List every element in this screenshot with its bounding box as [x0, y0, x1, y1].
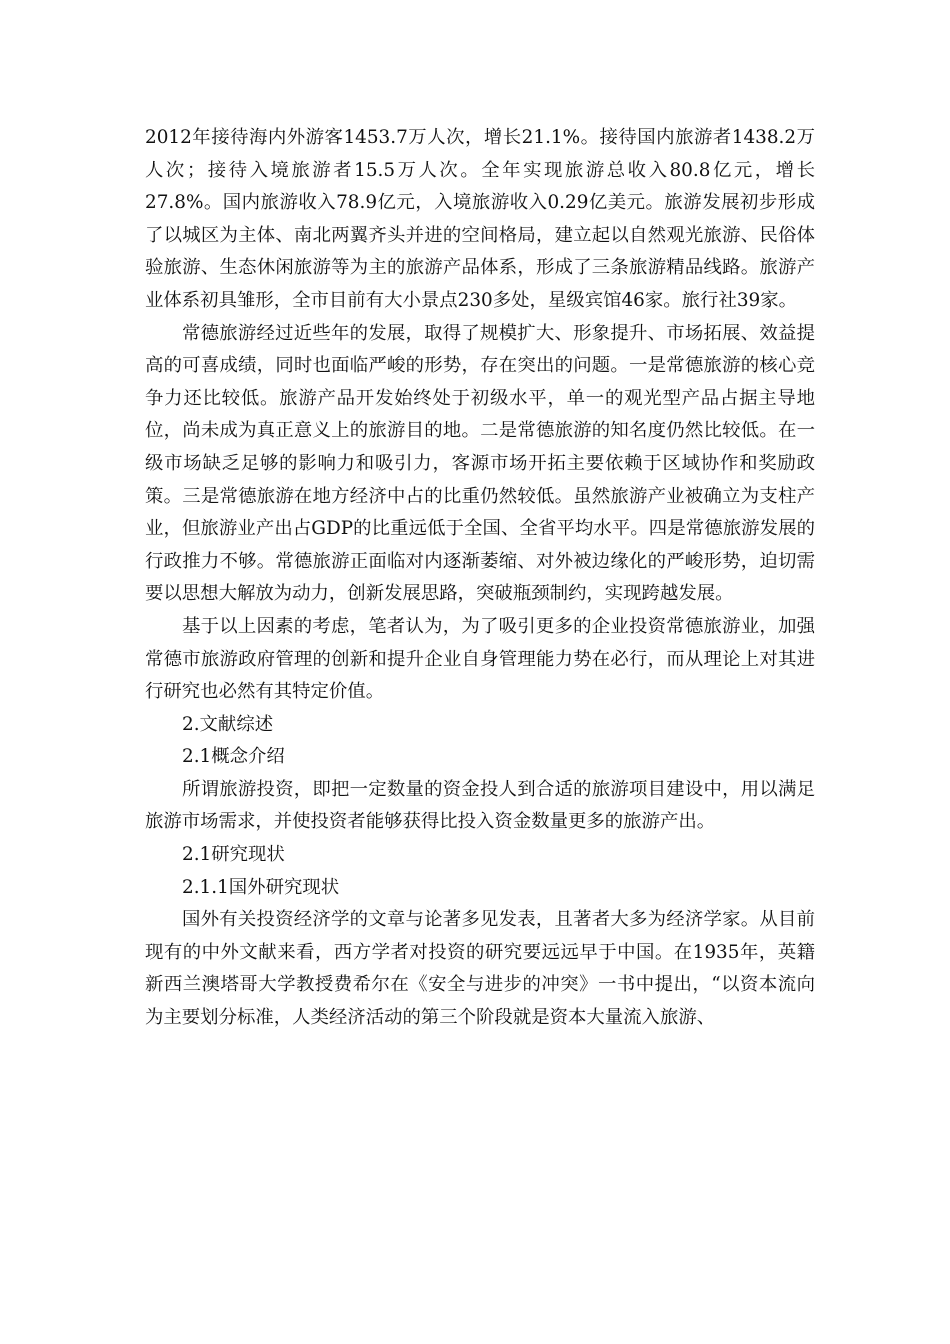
subsubsection-heading-foreign-research: 2.1.1国外研究现状 [182, 876, 340, 898]
subsection-heading-research-status: 2.1研究现状 [182, 844, 285, 866]
subsection-heading-concept: 2.1概念介绍 [182, 746, 285, 768]
section-heading-literature-review: 2.文献综述 [182, 713, 274, 735]
document-page [145, 122, 815, 1035]
paragraph-tourism-investment-definition: 所谓旅游投资，即把一定数量的资金投人到合适的旅游项目建设中，用以满足旅游市场需求，并使投资者能够获得比投入资金数量更多的旅游产出。 [145, 778, 815, 833]
paragraph-research-value: 基于以上因素的考虑，笔者认为，为了吸引更多的企业投资常德旅游业，加强常德市旅游政府管理的创新和提升企业自身管理能力势在必行，而从理论上对其进行研究也必然有其特定价值。 [145, 615, 815, 703]
paragraph-tourism-statistics: 2012年接待海内外游客1453.7万人次，增长21.1%。接待国内旅游者1438.2万人次；接待入境旅游者15.5万人次。全年实现旅游总收入80.8亿元，增长27.8%。国内旅游收入78.9亿元，入境旅游收入0.29亿美元。旅游发展初步形成了以城区为主体、南北两翼齐头并进的空间格局，建立起以自然观光旅游、民俗体验旅游、生态休闲旅游等为主的旅游产品体系，形成了三条旅游精品线路。旅游产业体系初具雏形，全市目前有大小景点230多处，星级宾馆46家。旅行社39家。 [145, 127, 815, 311]
paragraph-changde-tourism-problems: 常德旅游经过近些年的发展，取得了规模扩大、形象提升、市场拓展、效益提高的可喜成绩，同时也面临严峻的形势，存在突出的问题。一是常德旅游的核心竞争力还比较低。旅游产品开发始终处于初级水平，单一的观光型产品占据主导地位，尚未成为真正意义上的旅游目的地。二是常德旅游的知名度仍然比较低。在一级市场缺乏足够的影响力和吸引力，客源市场开拓主要依赖于区域协作和奖励政策。三是常德旅游在地方经济中占的比重仍然较低。虽然旅游产业被确立为支柱产业，但旅游业产出占GDP的比重远低于全国、全省平均水平。四是常德旅游发展的行政推力不够。常德旅游正面临对内逐渐萎缩、对外被边缘化的严峻形势，迫切需要以思想大解放为动力，创新发展思路，突破瓶颈制约，实现跨越发展。 [145, 322, 815, 605]
paragraph-foreign-research: 国外有关投资经济学的文章与论著多见发表，且著者大多为经济学家。从目前现有的中外文献来看，西方学者对投资的研究要远远早于中国。在1935年，英籍新西兰澳塔哥大学教授费希尔在《安全与进步的冲突》一书中提出，“以资本流向为主要划分标准，人类经济活动的第三个阶段就是资本大量流入旅游、 [145, 909, 815, 1029]
